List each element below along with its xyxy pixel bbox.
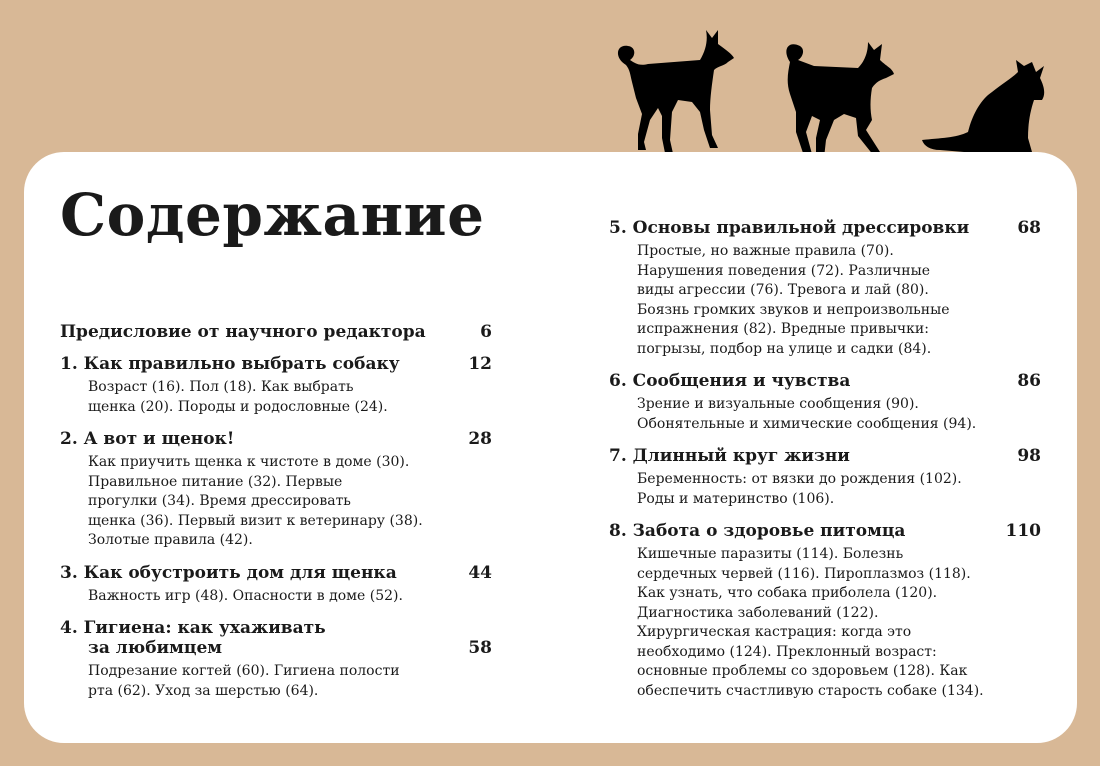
section-page-number: 86 (1017, 371, 1041, 391)
subtopic-line: основные проблемы со здоровьем (128). Как (637, 663, 968, 679)
dog-sitting-icon (922, 60, 1044, 158)
toc-right-column (609, 218, 1041, 713)
section-title-text: Сообщения и чувства (632, 371, 851, 391)
section-title-text: Длинный круг жизни (632, 446, 850, 466)
section-heading (60, 429, 492, 449)
toc-section (60, 354, 492, 417)
subtopic-line: виды агрессии (76). Тревога и лай (80). (637, 282, 929, 298)
preface-page: 6 (480, 322, 492, 342)
section-title-line (60, 429, 234, 449)
section-title-text: Основы правильной дрессировки (632, 218, 970, 238)
subtopic-line: сердечных червей (116). Пироплазмоз (118). (637, 565, 971, 582)
section-title-text: Гигиена: как ухаживать (83, 618, 326, 638)
toc-section (609, 371, 1041, 434)
subtopic-line: обеспечить счастливую старость собаке (134). (637, 682, 984, 699)
section-title (609, 446, 850, 466)
section-page-number: 68 (1017, 218, 1041, 238)
section-heading (609, 218, 1041, 238)
section-number: 7. (609, 446, 627, 466)
preface-entry (60, 320, 492, 344)
toc-section (60, 563, 492, 607)
subtopic-line: Как узнать, что собака приболела (120). (637, 585, 938, 601)
section-heading (60, 354, 492, 374)
subtopic-line: рта (62). Уход за шерстью (64). (88, 682, 319, 699)
subtopic-line: щенка (20). Породы и родословные (24). (88, 398, 388, 415)
section-title-line (60, 618, 326, 638)
section-title-text: Как обустроить дом для щенка (83, 562, 397, 583)
section-title-text: Забота о здоровье питомца (632, 521, 906, 541)
toc-section (609, 521, 1041, 701)
section-page-number: 58 (468, 638, 492, 658)
section-heading (60, 563, 492, 583)
section-title (609, 371, 850, 391)
section-number: 4. (60, 618, 78, 638)
section-subtopics (60, 662, 492, 701)
subtopic-line: Боязнь громких звуков и непроизвольные (637, 301, 950, 318)
subtopic-line: Беременность: от вязки до рождения (102). (637, 471, 962, 487)
section-title (60, 429, 234, 449)
subtopic-line: Подрезание когтей (60). Гигиена полости (88, 663, 400, 679)
subtopic-line: необходимо (124). Преклонный возраст: (637, 643, 937, 660)
subtopic-line: Диагностика заболеваний (122). (637, 604, 879, 621)
section-title (609, 521, 905, 541)
section-subtopics (60, 453, 492, 551)
toc-section (60, 618, 492, 701)
toc-section (609, 218, 1041, 359)
toc-section (609, 446, 1041, 509)
dog-walking-icon (786, 42, 894, 158)
dog-silhouettes (600, 20, 1080, 165)
toc-section (60, 429, 492, 551)
section-number: 2. (60, 429, 78, 449)
section-title (609, 218, 969, 238)
section-page-number: 98 (1017, 446, 1041, 466)
subtopic-line: щенка (36). Первый визит к ветеринару (38). (88, 512, 423, 529)
section-page-number: 44 (468, 562, 492, 583)
section-number: 1. (60, 354, 78, 374)
preface-title: Предисловие от научного редактора (60, 322, 426, 342)
section-number: 8. (609, 521, 627, 541)
subtopic-line: Обонятельные и химические сообщения (94). (637, 415, 977, 432)
subtopic-line: Как приучить щенка к чистоте в доме (30). (88, 454, 410, 470)
subtopic-line: Золотые правила (42). (88, 532, 253, 548)
subtopic-line: Роды и материнство (106). (637, 490, 835, 507)
section-number: 5. (609, 218, 627, 238)
section-title-text: Как правильно выбрать собаку (83, 354, 400, 374)
subtopic-line: Простые, но важные правила (70). (637, 243, 894, 259)
subtopic-line: Зрение и визуальные сообщения (90). (637, 396, 919, 412)
section-page-number: 110 (1005, 521, 1041, 541)
section-heading (609, 521, 1041, 541)
section-title-line (609, 371, 850, 391)
subtopic-line: погрызы, подбор на улице и садки (84). (637, 340, 932, 357)
section-number: 6. (609, 371, 627, 391)
section-subtopics (609, 470, 1041, 509)
section-subtopics (609, 242, 1041, 359)
subtopic-line: испражнения (82). Вредные привычки: (637, 321, 929, 337)
section-page-number: 12 (468, 354, 492, 374)
section-subtopics (609, 545, 1041, 701)
subtopic-line: Возраст (16). Пол (18). Как выбрать (88, 379, 354, 395)
section-page-number: 28 (468, 429, 492, 449)
section-title-line (609, 218, 969, 238)
section-title-line (60, 354, 400, 374)
section-title-line (60, 563, 397, 583)
subtopic-line: Кишечные паразиты (114). Болезнь (637, 546, 904, 562)
subtopic-line: Хирургическая кастрация: когда это (637, 624, 912, 640)
section-title (60, 618, 326, 658)
dog-standing-icon (618, 30, 734, 158)
section-heading (609, 446, 1041, 466)
section-subtopics (60, 587, 492, 607)
toc-left-column (60, 320, 492, 713)
section-subtopics (609, 395, 1041, 434)
section-heading (60, 618, 492, 658)
section-heading (609, 371, 1041, 391)
section-title-line: за любимцем (88, 638, 223, 658)
page-title: Содержание (60, 181, 485, 249)
subtopic-line: Нарушения поведения (72). Различные (637, 262, 931, 279)
section-title-text: А вот и щенок! (83, 429, 235, 449)
subtopic-line: Правильное питание (32). Первые (88, 473, 343, 490)
subtopic-line: прогулки (34). Время дрессировать (88, 493, 351, 509)
section-title-line (609, 521, 905, 541)
section-title-line (609, 446, 850, 466)
section-title (60, 354, 400, 374)
section-subtopics (60, 378, 492, 417)
section-number: 3. (60, 562, 78, 583)
subtopic-line: Важность игр (48). Опасности в доме (52). (88, 587, 403, 604)
section-title (60, 563, 397, 583)
